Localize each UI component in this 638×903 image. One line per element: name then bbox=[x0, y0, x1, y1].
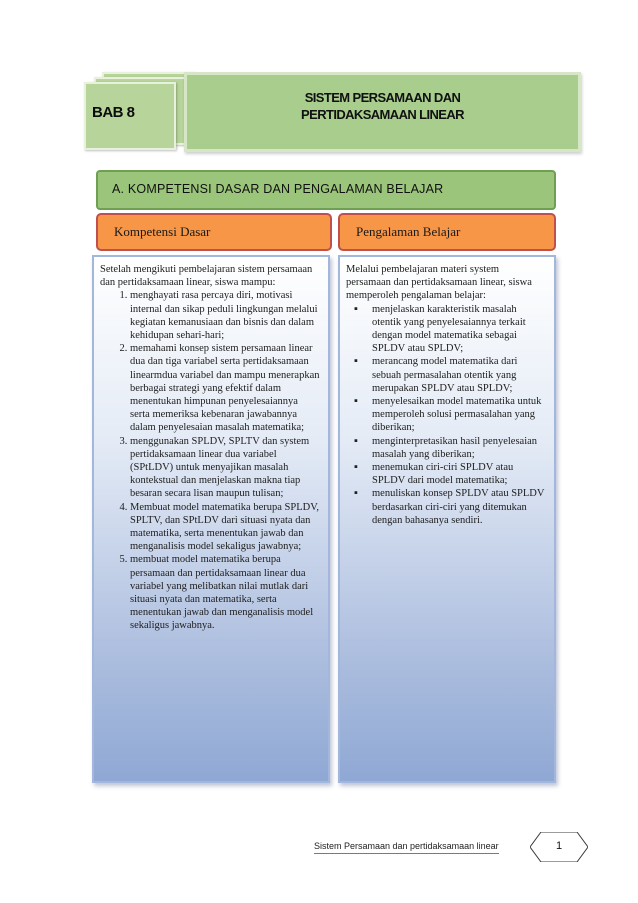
chapter-tab bbox=[84, 72, 196, 142]
kompetensi-item: 1. menghayati rasa percaya diri, motivasi internal dan sikap peduli lingkungan melalui kegiatan kemanusiaan dan bisnis dan dalam kehidupan sehari-hari; bbox=[130, 289, 320, 342]
page-number-badge bbox=[530, 832, 588, 862]
pengalaman-item: ▪ merancang model matematika dari sebuah permasalahan otentik yang merupakan SPLDV atau SPLDV; bbox=[372, 355, 546, 395]
pengalaman-item: ▪ menjelaskan karakteristik masalah otentik yang penyelesaiannya terkait dengan model matematika sebagai SPLDV atau SPLDV; bbox=[372, 303, 546, 356]
kompetensi-item: 3. menggunakan SPLDV, SPLTV dan system pertidaksamaan linear dua variabel (SPtLDV) untuk menyajikan masalah kontekstual dan menjelaskan makna tiap besaran secara lisan maupun tulisan; bbox=[130, 435, 320, 501]
column-header-kompetensi bbox=[96, 213, 332, 251]
kompetensi-item: 5. membuat model matematika berupa persamaan dan pertidaksamaan linear dua variabel yang melibatkan nilai mutlak dari situasi nyata dan matematika, serta menentukan jawab dan menganalisis model sekaligus jawabnya. bbox=[130, 553, 320, 632]
kompetensi-list bbox=[100, 289, 320, 632]
pengalaman-panel bbox=[338, 255, 556, 783]
kompetensi-panel bbox=[92, 255, 330, 783]
kompetensi-intro: Setelah mengikuti pembelajaran sistem persamaan dan pertidaksamaan linear, siswa mampu: bbox=[100, 264, 313, 289]
pengalaman-item: ▪ menuliskan konsep SPLDV atau SPLDV berdasarkan ciri-ciri yang ditemukan dengan bahasanya sendiri. bbox=[372, 487, 546, 527]
chapter-title bbox=[187, 89, 578, 123]
pengalaman-item: ▪ menyelesaikan model matematika untuk memperoleh solusi permasalahan yang diberikan; bbox=[372, 395, 546, 435]
section-heading-bar bbox=[96, 170, 556, 210]
section-title: A. KOMPETENSI DASAR DAN PENGALAMAN BELAJAR bbox=[112, 182, 444, 196]
chapter-title-line-1: SISTEM PERSAMAAN DAN bbox=[304, 90, 461, 105]
pengalaman-item: ▪ menemukan ciri-ciri SPLDV atau SPLDV dari model matematika; bbox=[372, 461, 546, 487]
chapter-title-line-2: PERTIDAKSAMAAN LINEAR bbox=[301, 107, 464, 122]
kompetensi-item: 2. memahami konsep sistem persamaan linear dua dan tiga variabel serta pertidaksamaan linearmdua variabel dan mampu menerapkan berbagai strategi yang efektif dalam menentukan himpunan penyelesaiannya serta memeriksa kebenaran jawabannya dalam penyelesaian masalah matematika; bbox=[130, 342, 320, 434]
column-header-pengalaman-label: Pengalaman Belajar bbox=[356, 224, 461, 239]
kompetensi-content bbox=[100, 263, 320, 633]
page-number: 1 bbox=[555, 840, 563, 852]
pengalaman-list bbox=[346, 303, 546, 527]
pengalaman-content bbox=[346, 263, 546, 527]
footer-running-title: Sistem Persamaan dan pertidaksamaan linear bbox=[314, 841, 499, 854]
pengalaman-item: ▪ menginterpretasikan hasil penyelesaian masalah yang diberikan; bbox=[372, 435, 546, 461]
chapter-label: BAB 8 bbox=[92, 104, 135, 121]
chapter-title-banner bbox=[184, 72, 581, 152]
pengalaman-intro: Melalui pembelajaran materi system persamaan dan pertidaksamaan linear, siswa memperoleh pengalaman belajar: bbox=[346, 264, 532, 302]
kompetensi-item: 4. Membuat model matematika berupa SPLDV, SPLTV, dan SPtLDV dari situasi nyata dan matematika, serta menentukan jawab dan menganalisis model sekaligus jawabnya; bbox=[130, 501, 320, 554]
column-header-kompetensi-label: Kompetensi Dasar bbox=[114, 224, 211, 239]
column-header-pengalaman bbox=[338, 213, 556, 251]
chapter-sheet-front bbox=[84, 82, 176, 150]
